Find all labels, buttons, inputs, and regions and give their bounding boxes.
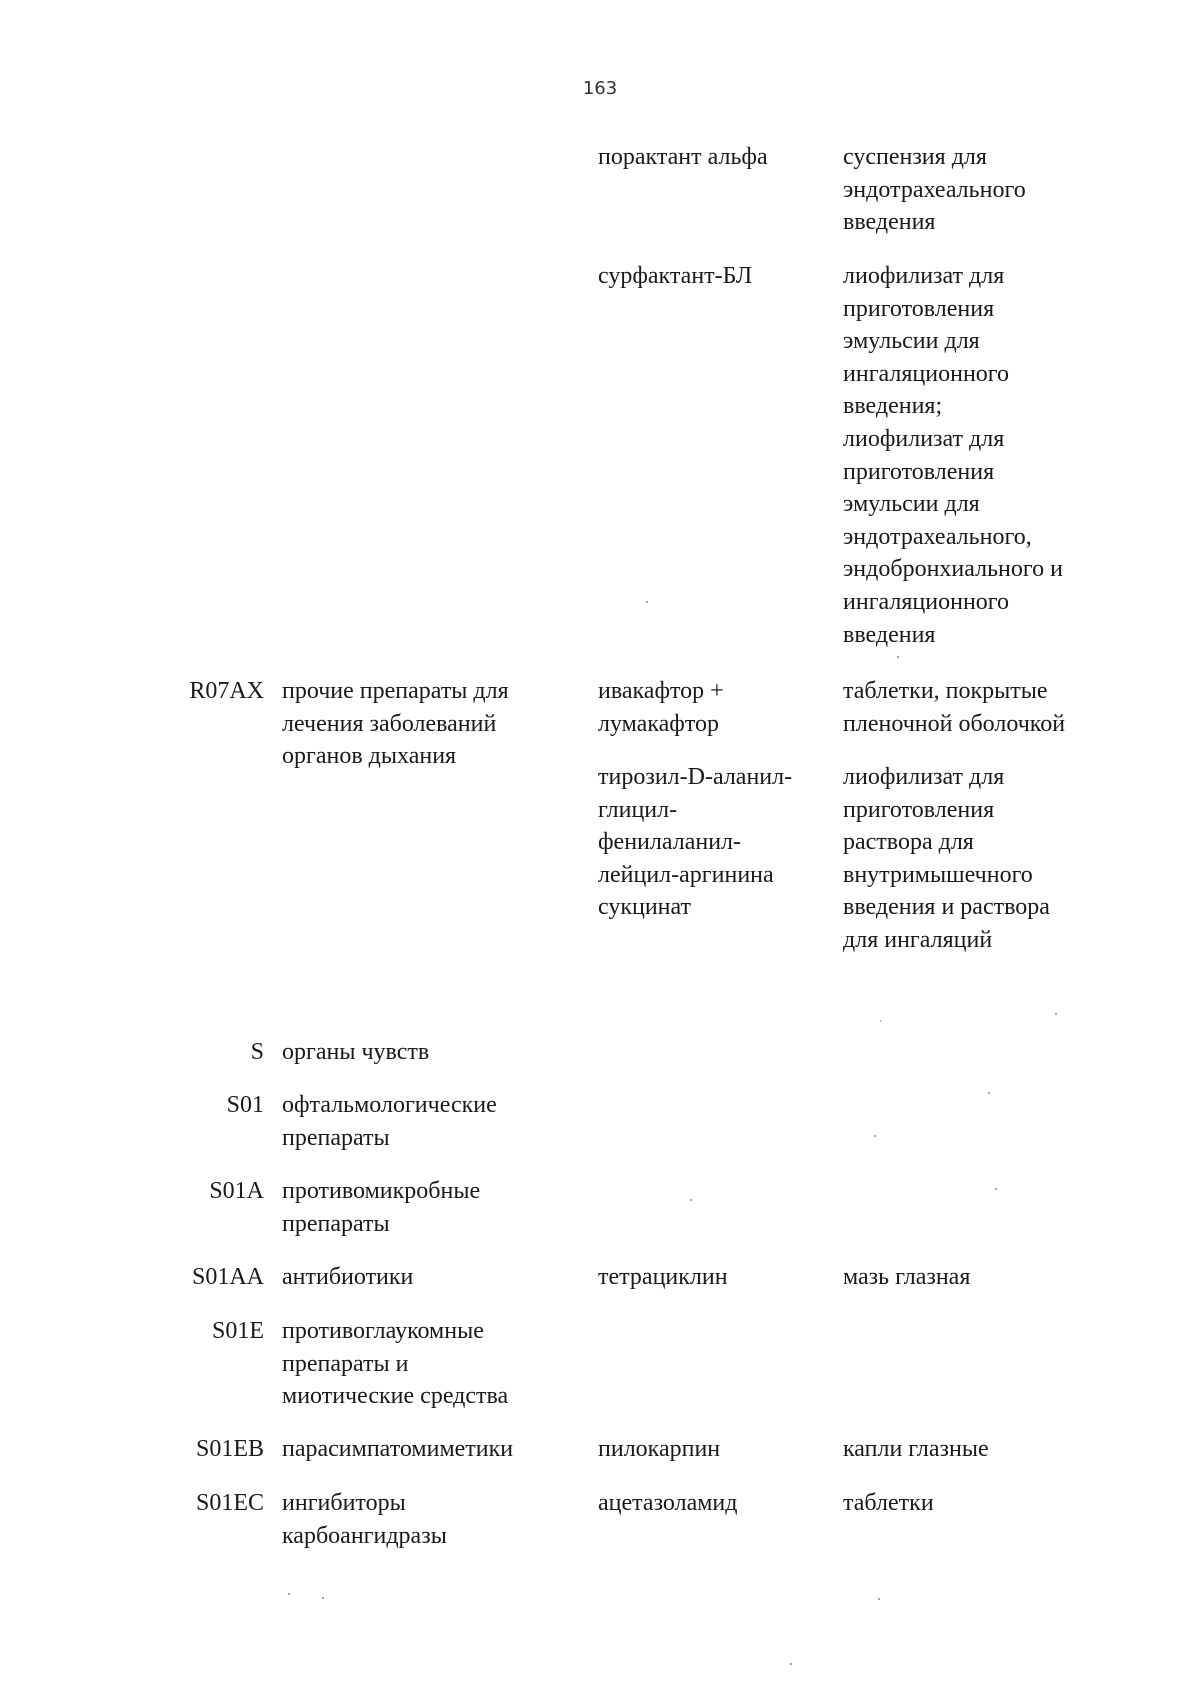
dosage-form: таблетки	[843, 1490, 934, 1516]
atc-group-name: парасимпатомиметики	[282, 1436, 514, 1462]
atc-group-name: противомикробные препараты	[282, 1178, 481, 1237]
dosage-form: таблетки, покрытые пленочной оболочкой	[843, 678, 1066, 737]
drug-name: ивакафтор + лумакафтор	[598, 678, 724, 737]
page-number: 163	[582, 78, 618, 99]
dosage-form: мазь глазная	[843, 1264, 971, 1290]
atc-group-name: органы чувств	[282, 1039, 430, 1065]
atc-code: S01AA	[191, 1264, 264, 1290]
drug-name: тирозил-D-аланил- глицил- фенилаланил- лейцил-аргинина сукцинат	[598, 764, 793, 921]
atc-code: S01EB	[195, 1436, 264, 1462]
drug-name: тетрациклин	[598, 1264, 728, 1290]
atc-code: S01A	[209, 1178, 264, 1204]
drug-name: пилокарпин	[598, 1436, 721, 1462]
atc-code: R07AX	[189, 678, 264, 704]
atc-group-name: противоглаукомные препараты и миотические средства	[282, 1318, 509, 1410]
dosage-form: капли глазные	[843, 1436, 989, 1462]
drug-name: порактант альфа	[598, 144, 768, 170]
atc-group-name: антибиотики	[282, 1264, 414, 1290]
atc-code: S01EC	[195, 1490, 264, 1516]
atc-group-name: офтальмологические препараты	[282, 1092, 497, 1151]
drug-name: ацетазоламид	[598, 1490, 738, 1516]
drug-name: сурфактант-БЛ	[598, 263, 753, 289]
dosage-form: лиофилизат для приготовления эмульсии для ингаляционного введения; лиофилизат для приготовления эмульсии для эндотрахеального, эндобронхиального и ингаляционного введения	[843, 263, 1063, 648]
atc-group-name: прочие препараты для лечения заболеваний органов дыхания	[282, 678, 509, 770]
dosage-form: лиофилизат для приготовления раствора для внутримышечного введения и раствора для ингаляций	[843, 764, 1050, 953]
atc-code: S	[250, 1039, 264, 1065]
atc-code: S01	[226, 1092, 264, 1118]
atc-group-name: ингибиторы карбоангидразы	[282, 1490, 447, 1549]
dosage-form: суспензия для эндотрахеального введения	[843, 144, 1026, 236]
atc-code: S01E	[211, 1318, 264, 1344]
